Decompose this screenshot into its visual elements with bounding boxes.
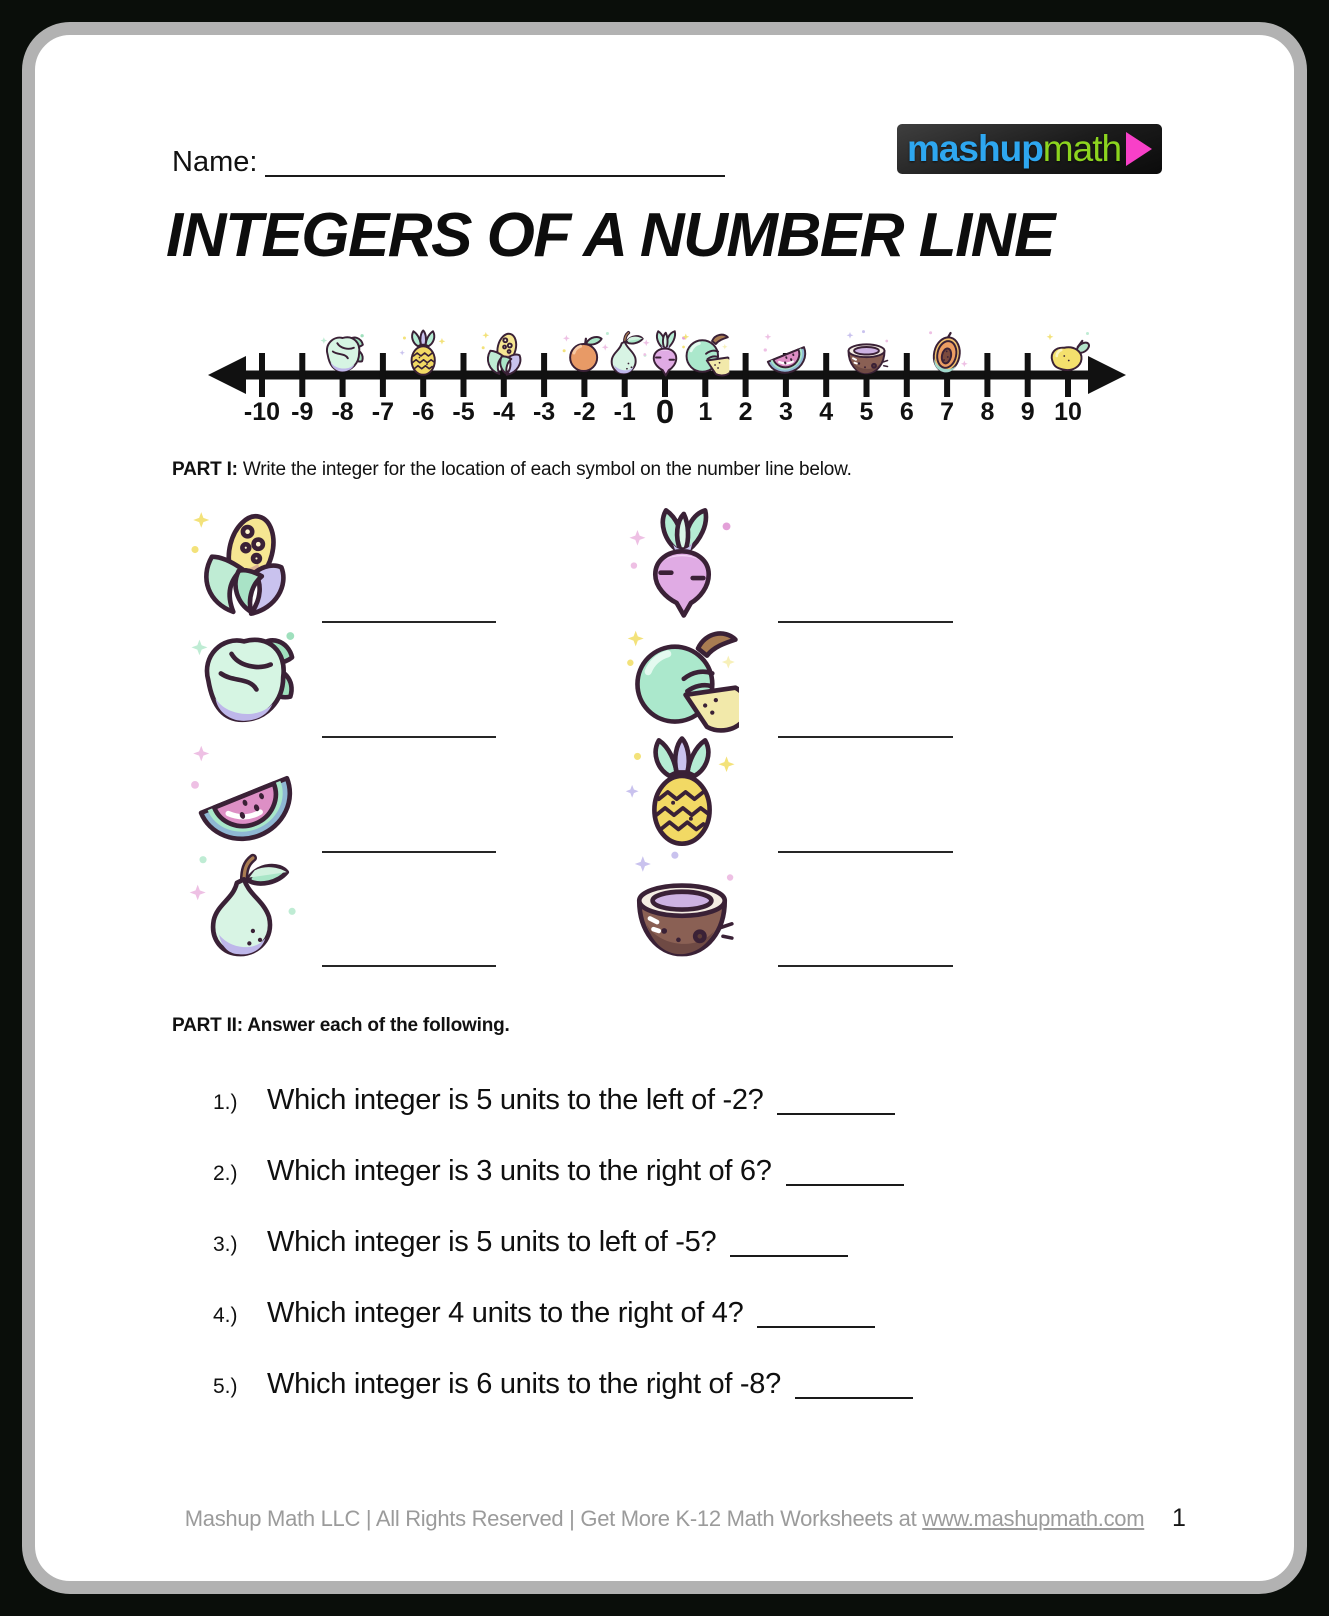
question-text: Which integer is 6 units to the right of -8? — [267, 1368, 781, 1400]
melon-icon — [620, 620, 744, 734]
question-number: 5.) — [213, 1375, 238, 1398]
part1-label: PART I: — [172, 459, 238, 480]
orange-icon — [563, 335, 602, 371]
tick-label: 4 — [819, 398, 834, 426]
answer-blank-coconut[interactable] — [778, 965, 953, 967]
cabbage-icon — [182, 620, 306, 734]
radish-icon — [643, 331, 686, 375]
tick-label: 10 — [1054, 398, 1082, 426]
mashup-math-logo — [897, 124, 1162, 174]
question-answer-blank[interactable] — [730, 1255, 848, 1257]
page-number: 1 — [1172, 1504, 1186, 1532]
melon-icon — [682, 334, 733, 376]
number-line — [170, 296, 1150, 430]
cabbage-icon — [320, 334, 363, 371]
pineapple-icon — [620, 735, 744, 849]
name-label: Name: — [172, 146, 258, 178]
answer-blank-pear[interactable] — [322, 965, 496, 967]
question-number: 4.) — [213, 1304, 238, 1327]
name-blank-line[interactable] — [265, 175, 725, 177]
tick-label: -2 — [573, 398, 596, 426]
question-text: Which integer is 3 units to the right of 6? — [267, 1155, 772, 1187]
question-row — [213, 1084, 895, 1117]
question-text: Which integer is 5 units to the left of -2? — [267, 1084, 764, 1116]
question-text: Which integer 4 units to the right of 4? — [267, 1297, 744, 1329]
question-number: 3.) — [213, 1233, 238, 1256]
part1-heading — [172, 459, 852, 481]
pineapple-icon — [400, 331, 446, 375]
page-title: INTEGERS OF A NUMBER LINE — [166, 201, 1054, 270]
play-arrow-icon — [1126, 132, 1152, 166]
question-row — [213, 1368, 913, 1401]
footer-link[interactable]: www.mashupmath.com — [922, 1506, 1145, 1531]
part2-heading: PART II: Answer each of the following. — [172, 1015, 510, 1036]
pear-icon — [602, 332, 647, 373]
corn-icon — [482, 332, 521, 375]
answer-blank-melon[interactable] — [778, 736, 953, 738]
question-answer-blank[interactable] — [757, 1326, 875, 1328]
tick-label: 7 — [940, 398, 955, 426]
right-arrow-icon — [1088, 356, 1126, 394]
tick-label: -10 — [243, 398, 281, 426]
left-arrow-icon — [208, 356, 246, 394]
question-number: 1.) — [213, 1091, 238, 1114]
question-answer-blank[interactable] — [777, 1113, 895, 1115]
question-number: 2.) — [213, 1162, 238, 1185]
tick-label: 0 — [655, 393, 675, 430]
pear-icon — [182, 849, 306, 963]
footer-text: Mashup Math LLC | All Rights Reserved | Get More K-12 Math Worksheets at — [184, 1506, 923, 1531]
answer-blank-cabbage[interactable] — [322, 736, 496, 738]
logo-word-math: math — [1042, 128, 1122, 169]
tick-label: 1 — [698, 398, 713, 426]
papaya-icon — [929, 331, 968, 375]
answer-blank-pineapple[interactable] — [778, 851, 953, 853]
tick-label: 2 — [738, 398, 753, 426]
question-text: Which integer is 5 units to left of -5? — [267, 1226, 717, 1258]
tick-label: -8 — [331, 398, 354, 426]
tick-label: -1 — [613, 398, 636, 426]
lemon-icon — [1047, 332, 1091, 370]
watermelon-icon — [182, 735, 306, 849]
question-row — [213, 1297, 875, 1330]
tick-label: -9 — [291, 398, 314, 426]
answer-blank-corn[interactable] — [322, 621, 496, 623]
part1-instructions: Write the integer for the location of each symbol on the number line below. — [237, 459, 852, 480]
tick-label: 3 — [778, 398, 793, 426]
tick-label: -3 — [532, 398, 556, 426]
tick-label: -7 — [371, 398, 395, 426]
question-row — [213, 1155, 904, 1188]
tick-label: 8 — [980, 398, 995, 426]
coconut-icon — [620, 849, 744, 963]
footer — [0, 1506, 1329, 1532]
tick-label: 5 — [859, 398, 874, 426]
question-row — [213, 1226, 848, 1259]
answer-blank-radish[interactable] — [778, 621, 953, 623]
logo-word-mashup: mashup — [906, 128, 1043, 169]
tick-label: -4 — [492, 398, 515, 426]
corn-icon — [182, 505, 306, 619]
tick-label: -5 — [452, 398, 475, 426]
tick-label: 9 — [1020, 398, 1035, 426]
radish-icon — [620, 505, 744, 619]
coconut-icon — [847, 330, 888, 373]
tick-label: 6 — [899, 398, 914, 426]
question-answer-blank[interactable] — [795, 1397, 913, 1399]
answer-blank-watermelon[interactable] — [322, 851, 496, 853]
question-answer-blank[interactable] — [786, 1184, 904, 1186]
tick-label: -6 — [412, 398, 435, 426]
